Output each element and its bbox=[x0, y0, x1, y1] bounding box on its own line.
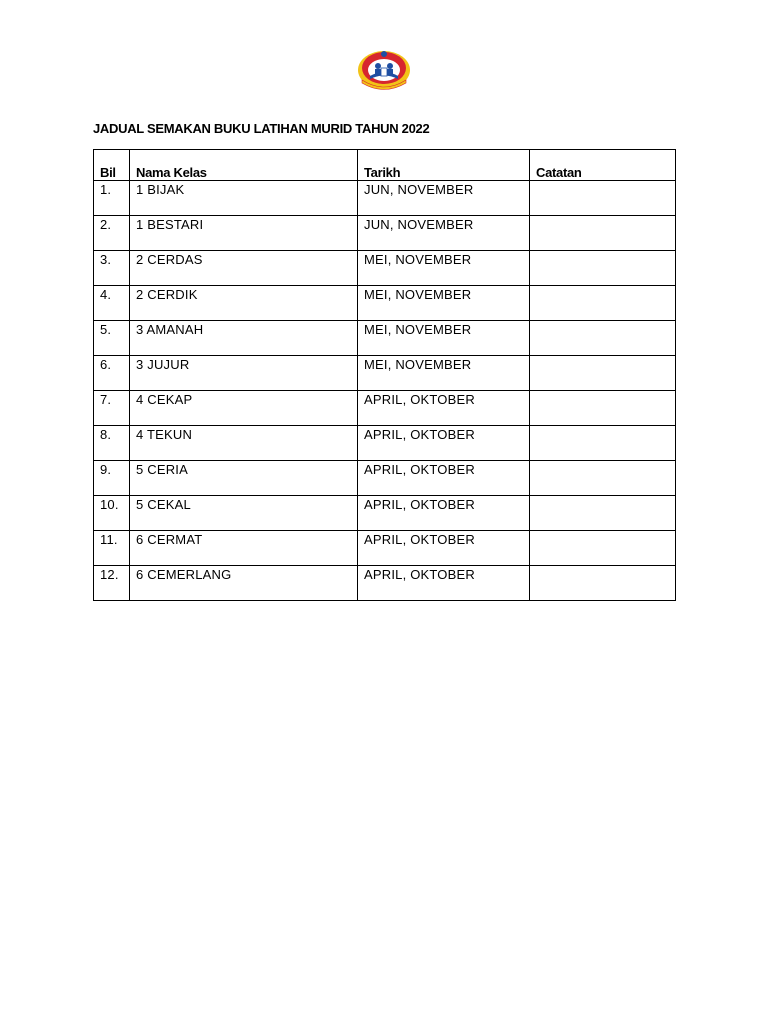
column-header-nama-kelas: Nama Kelas bbox=[130, 150, 358, 181]
cell-catatan bbox=[530, 356, 676, 391]
data-table bbox=[93, 149, 676, 601]
table-row bbox=[94, 181, 676, 216]
column-header-bil: Bil bbox=[94, 150, 130, 181]
cell-catatan bbox=[530, 566, 676, 601]
cell-nama-kelas: 6 CEMERLANG bbox=[130, 566, 358, 601]
cell-nama-kelas: 1 BIJAK bbox=[130, 181, 358, 216]
cell-tarikh: APRIL, OKTOBER bbox=[358, 531, 530, 566]
cell-catatan bbox=[530, 461, 676, 496]
cell-bil: 3. bbox=[94, 251, 130, 286]
cell-nama-kelas: 4 CEKAP bbox=[130, 391, 358, 426]
cell-tarikh: MEI, NOVEMBER bbox=[358, 286, 530, 321]
cell-tarikh: MEI, NOVEMBER bbox=[358, 251, 530, 286]
cell-nama-kelas: 5 CERIA bbox=[130, 461, 358, 496]
school-crest-logo bbox=[356, 48, 412, 92]
cell-bil: 6. bbox=[94, 356, 130, 391]
cell-tarikh: MEI, NOVEMBER bbox=[358, 321, 530, 356]
cell-bil: 8. bbox=[94, 426, 130, 461]
cell-nama-kelas: 3 AMANAH bbox=[130, 321, 358, 356]
table-row bbox=[94, 566, 676, 601]
cell-nama-kelas: 1 BESTARI bbox=[130, 216, 358, 251]
cell-bil: 7. bbox=[94, 391, 130, 426]
column-header-tarikh: Tarikh bbox=[358, 150, 530, 181]
table-row bbox=[94, 391, 676, 426]
cell-nama-kelas: 3 JUJUR bbox=[130, 356, 358, 391]
cell-tarikh: APRIL, OKTOBER bbox=[358, 461, 530, 496]
cell-bil: 11. bbox=[94, 531, 130, 566]
cell-tarikh: JUN, NOVEMBER bbox=[358, 216, 530, 251]
cell-catatan bbox=[530, 251, 676, 286]
column-header-catatan: Catatan bbox=[530, 150, 676, 181]
cell-catatan bbox=[530, 216, 676, 251]
cell-nama-kelas: 6 CERMAT bbox=[130, 531, 358, 566]
cell-catatan bbox=[530, 286, 676, 321]
cell-nama-kelas: 4 TEKUN bbox=[130, 426, 358, 461]
cell-bil: 5. bbox=[94, 321, 130, 356]
cell-catatan bbox=[530, 391, 676, 426]
table-row bbox=[94, 531, 676, 566]
table-row bbox=[94, 356, 676, 391]
cell-catatan bbox=[530, 531, 676, 566]
cell-nama-kelas: 5 CEKAL bbox=[130, 496, 358, 531]
table-row bbox=[94, 496, 676, 531]
cell-nama-kelas: 2 CERDAS bbox=[130, 251, 358, 286]
table-row bbox=[94, 426, 676, 461]
cell-bil: 12. bbox=[94, 566, 130, 601]
table-row bbox=[94, 461, 676, 496]
cell-bil: 2. bbox=[94, 216, 130, 251]
cell-tarikh: APRIL, OKTOBER bbox=[358, 496, 530, 531]
cell-tarikh: APRIL, OKTOBER bbox=[358, 391, 530, 426]
cell-catatan bbox=[530, 496, 676, 531]
cell-catatan bbox=[530, 321, 676, 356]
cell-bil: 9. bbox=[94, 461, 130, 496]
table-row bbox=[94, 286, 676, 321]
page-title: JADUAL SEMAKAN BUKU LATIHAN MURID TAHUN 2022 bbox=[93, 121, 430, 136]
cell-tarikh: JUN, NOVEMBER bbox=[358, 181, 530, 216]
cell-bil: 4. bbox=[94, 286, 130, 321]
table-row bbox=[94, 321, 676, 356]
cell-catatan bbox=[530, 426, 676, 461]
cell-catatan bbox=[530, 181, 676, 216]
cell-tarikh: APRIL, OKTOBER bbox=[358, 566, 530, 601]
table-row bbox=[94, 216, 676, 251]
cell-nama-kelas: 2 CERDIK bbox=[130, 286, 358, 321]
cell-tarikh: APRIL, OKTOBER bbox=[358, 426, 530, 461]
cell-tarikh: MEI, NOVEMBER bbox=[358, 356, 530, 391]
table-row bbox=[94, 251, 676, 286]
cell-bil: 1. bbox=[94, 181, 130, 216]
cell-bil: 10. bbox=[94, 496, 130, 531]
table-header-row bbox=[94, 150, 676, 181]
